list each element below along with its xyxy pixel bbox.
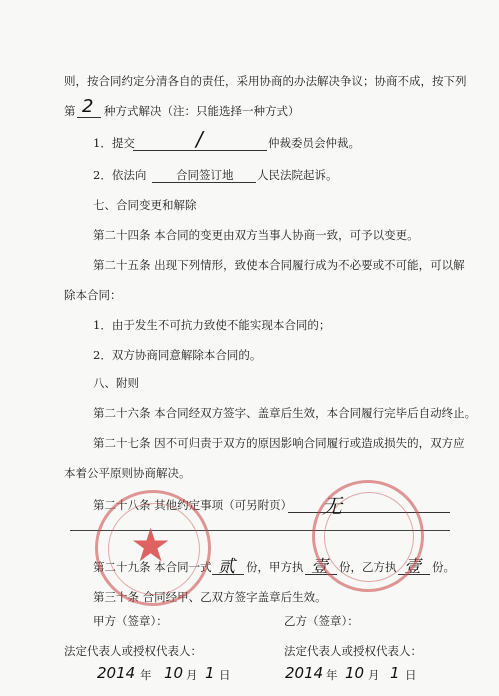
article-25-line2: 除本合同： [64, 288, 122, 302]
item-arbitration-post: 仲裁委员会仲裁。 [268, 136, 360, 150]
date-a-year-label: 年 [140, 668, 152, 682]
date-a-month-handwritten: 10 [164, 664, 184, 682]
handwritten-method-number: 2 [82, 96, 94, 117]
article-24: 第二十四条 本合同的变更由双方当事人协商一致，可予以变更。 [93, 228, 419, 242]
party-a-seal-star: ★ [130, 518, 172, 572]
date-b-month-label: 月 [368, 668, 380, 682]
date-a-month-label: 月 [186, 668, 198, 682]
handwritten-copies-total: 贰 [218, 557, 235, 577]
article-27-line1: 第二十七条 因不可归责于双方的原因影响合同履行或造成损失的，双方应 [93, 436, 465, 450]
article-29-d: 份。 [432, 560, 455, 574]
party-b-seal-ring [324, 492, 414, 582]
article-28: 第二十八条 其他约定事项（可另附页） [93, 498, 293, 512]
date-b-day-label: 日 [405, 668, 417, 682]
section-seven-heading: 七、合同变更和解除 [93, 198, 197, 212]
section-eight-heading: 八、附则 [93, 376, 139, 390]
paragraph-method-pre: 第 [64, 104, 76, 118]
party-a-rep-label: 法定代表人或授权代表人： [64, 644, 202, 658]
date-a-year-handwritten: 2014 [97, 664, 136, 682]
article-26: 第二十六条 本合同经双方签字、盖章后生效，本合同履行完毕后自动终止。 [93, 406, 477, 420]
handwritten-none: 无 [322, 494, 342, 518]
date-b-month-handwritten: 10 [345, 664, 365, 682]
article-29-b: 份，甲方执 [246, 560, 304, 574]
handwritten-copies-b: 壹 [404, 557, 421, 577]
court-underline [152, 182, 256, 183]
date-a-day-label: 日 [219, 668, 231, 682]
copies-total-underline [212, 574, 244, 575]
article-27-line2: 本着公平原则协商解决。 [64, 466, 191, 480]
party-a-label: 甲方（签章）： [93, 614, 168, 628]
date-b-year-handwritten: 2014 [285, 664, 324, 682]
paragraph-method-post: 种方式解决（注：只能选择一种方式） [104, 104, 300, 118]
item-court-fill: 合同签订地 [176, 168, 234, 182]
date-b-day-handwritten: 1 [390, 664, 400, 682]
item-arbitration-pre: 1．提交 [93, 136, 135, 150]
date-b-year-label: 年 [326, 668, 338, 682]
article-29-c: 份，乙方执 [339, 560, 397, 574]
date-a-day-handwritten: 1 [205, 664, 215, 682]
handwritten-copies-a: 壹 [311, 557, 328, 577]
method-underline [77, 117, 101, 118]
article-29-a: 第二十九条 本合同一式 [93, 560, 212, 574]
condition-2: 2．双方协商同意解除本合同的。 [93, 348, 262, 362]
party-b-label: 乙方（签章）： [284, 614, 359, 628]
handwritten-arbitration-slash: / [196, 127, 203, 151]
condition-1: 1．由于发生不可抗力致使不能实现本合同的； [93, 318, 331, 332]
item-court-pre: 2．依法向 [93, 168, 147, 182]
party-b-rep-label: 法定代表人或授权代表人： [284, 644, 422, 658]
item-court-post: 人民法院起诉。 [257, 168, 338, 182]
article-25-line1: 第二十五条 出现下列情形，致使本合同履行成为不必要或不可能，可以解 [93, 258, 465, 272]
paragraph-dispute: 则，按合同约定分清各自的责任，采用协商的办法解决争议；协商不成，按下列 [64, 74, 467, 88]
article-30: 第三十条 合同经甲、乙双方签字盖章后生效。 [93, 590, 327, 604]
party-b-seal [312, 480, 424, 592]
